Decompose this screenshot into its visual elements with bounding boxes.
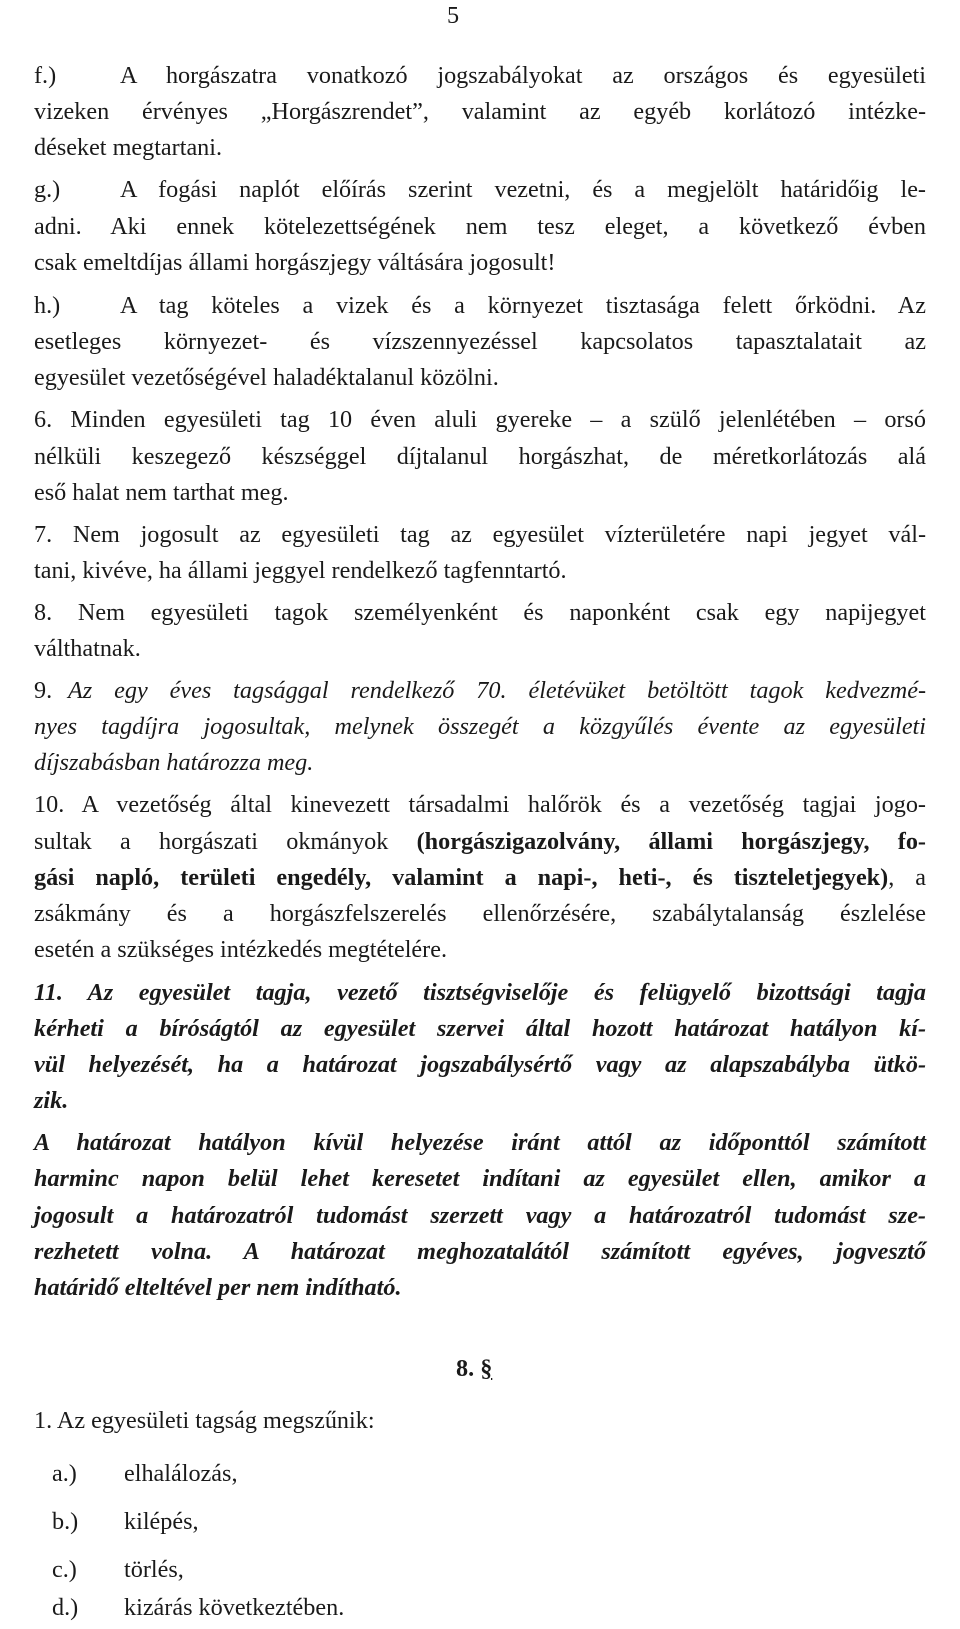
para-10-line-5: esetén a szükséges intézkedés megtételére. [34,936,448,963]
item-h-line-1 [34,288,926,325]
item-g-line-2: adni. Aki ennek kötelezettségének nem tesz eleget, a következő évben [34,213,926,240]
para-7-line-2: tani, kivéve, ha állami jeggyel rendelkező tagfenntartó. [34,557,567,584]
para-10-line-3 [34,860,926,897]
section-number: 8. [456,1355,475,1382]
list-intro: 1. Az egyesületi tagság megszűnik: [34,1407,375,1434]
list-item-text: törlés, [124,1556,184,1583]
list-item-text: elhalálozás, [124,1460,238,1487]
para-9-line-2: nyes tagdíjra jogosultak, melynek összegét a közgyűlés évente az egyesületi [34,713,926,740]
list-item-label: b.) [52,1508,79,1535]
para-11-line-3: vül helyezését, ha a határozat jogszabálysértő vagy az alapszabályba ütkö- [34,1051,926,1078]
para-9-line-3: díjszabásban határozza meg. [34,749,314,776]
item-f-label: f.) [34,62,57,89]
para-6-line-3: eső halat nem tarthat meg. [34,479,289,506]
para-10-line-4: zsákmány és a horgászfelszerelés ellenőrzésére, szabálytalanság észlelése [34,900,926,927]
para-10-line-2 [34,824,926,861]
list-item-label: c.) [52,1556,77,1583]
list-item-text: kilépés, [124,1508,199,1535]
para-12-line-3: jogosult a határozatról tudomást szerzett vagy a határozatról tudomást sze- [34,1202,926,1229]
para-9-number: 9. [34,677,53,704]
para-11-line-2: kérheti a bíróságtól az egyesület szervei által hozott határozat hatályon kí- [34,1015,926,1042]
item-f-line-1 [34,58,926,95]
para-11-line-4: zik. [34,1087,69,1114]
item-f-line-2: vizeken érvényes „Horgászrendet”, valamint az egyéb korlátozó intézke- [34,98,926,125]
item-g-line-3: csak emeltdíjas állami horgászjegy váltására jogosult! [34,249,556,276]
item-g-label: g.) [34,176,61,203]
item-f-text-1: A horgászatra vonatkozó jogszabályokat az országos és egyesületi [120,62,926,89]
para-12-line-1: A határozat hatályon kívül helyezése iránt attól az időponttól számított [34,1129,926,1156]
para-8-line-2: válthatnak. [34,635,141,662]
para-10-documents-list-end: gási napló, területi engedély, valamint a napi-, heti-, és tiszteletjegyek) [34,864,889,891]
para-9-text-1: Az egy éves tagsággal rendelkező 70. életévüket betöltött tagok kedvezmé- [68,677,926,704]
para-6-line-2: nélküli keszegező készséggel díjtalanul horgászhat, de méretkorlátozás alá [34,443,926,470]
para-10-text-3-tail: , a [888,864,926,891]
para-12-line-2: harminc napon belül lehet keresetet indítani az egyesület ellen, amikor a [34,1165,926,1192]
item-h-line-2: esetleges környezet- és vízszennyezéssel kapcsolatos tapasztalatait az [34,328,926,355]
item-f-line-3: déseket megtartani. [34,134,223,161]
list-item [52,1504,652,1541]
item-h-label: h.) [34,292,61,319]
item-h-line-3: egyesület vezetőségével haladéktalanul közölni. [34,364,499,391]
para-9-line-1 [34,673,926,710]
list-item [52,1590,652,1627]
para-10-documents-list-start: (horgászigazolvány, állami horgászjegy, fo- [416,828,926,855]
item-h-text-1: A tag köteles a vizek és a környezet tisztasága felett őrködni. Az [120,292,926,319]
list-item [52,1456,652,1493]
list-item-text: kizárás következtében. [124,1594,345,1621]
item-g-text-1: A fogási naplót előírás szerint vezetni, és a megjelölt határidőig le- [120,176,926,203]
list-item [52,1552,652,1589]
list-item-label: d.) [52,1594,79,1621]
page-number: 5 [447,2,460,29]
para-12-line-4: rezhetett volna. A határozat meghozatalától számított egyéves, jogvesztő [34,1238,926,1265]
para-6-line-1: 6. Minden egyesületi tag 10 éven aluli gyereke – a szülő jelenlétében – orsó [34,406,926,433]
list-item-label: a.) [52,1460,77,1487]
para-11-line-1: 11. Az egyesület tagja, vezető tisztségviselője és felügyelő bizottsági tagja [34,979,926,1006]
item-g-line-1 [34,172,926,209]
para-8-line-1: 8. Nem egyesületi tagok személyenként és naponként csak egy napijegyet [34,599,926,626]
para-10-text-2a: sultak a horgászati okmányok [34,828,417,855]
section-heading [456,1353,492,1385]
para-10-line-1: 10. A vezetőség által kinevezett társadalmi halőrök és a vezetőség tagjai jogo- [34,791,926,818]
section-sign: § [480,1355,493,1382]
para-12-line-5: határidő elteltével per nem indítható. [34,1274,402,1301]
para-7-line-1: 7. Nem jogosult az egyesületi tag az egyesület vízterületére napi jegyet vál- [34,521,926,548]
